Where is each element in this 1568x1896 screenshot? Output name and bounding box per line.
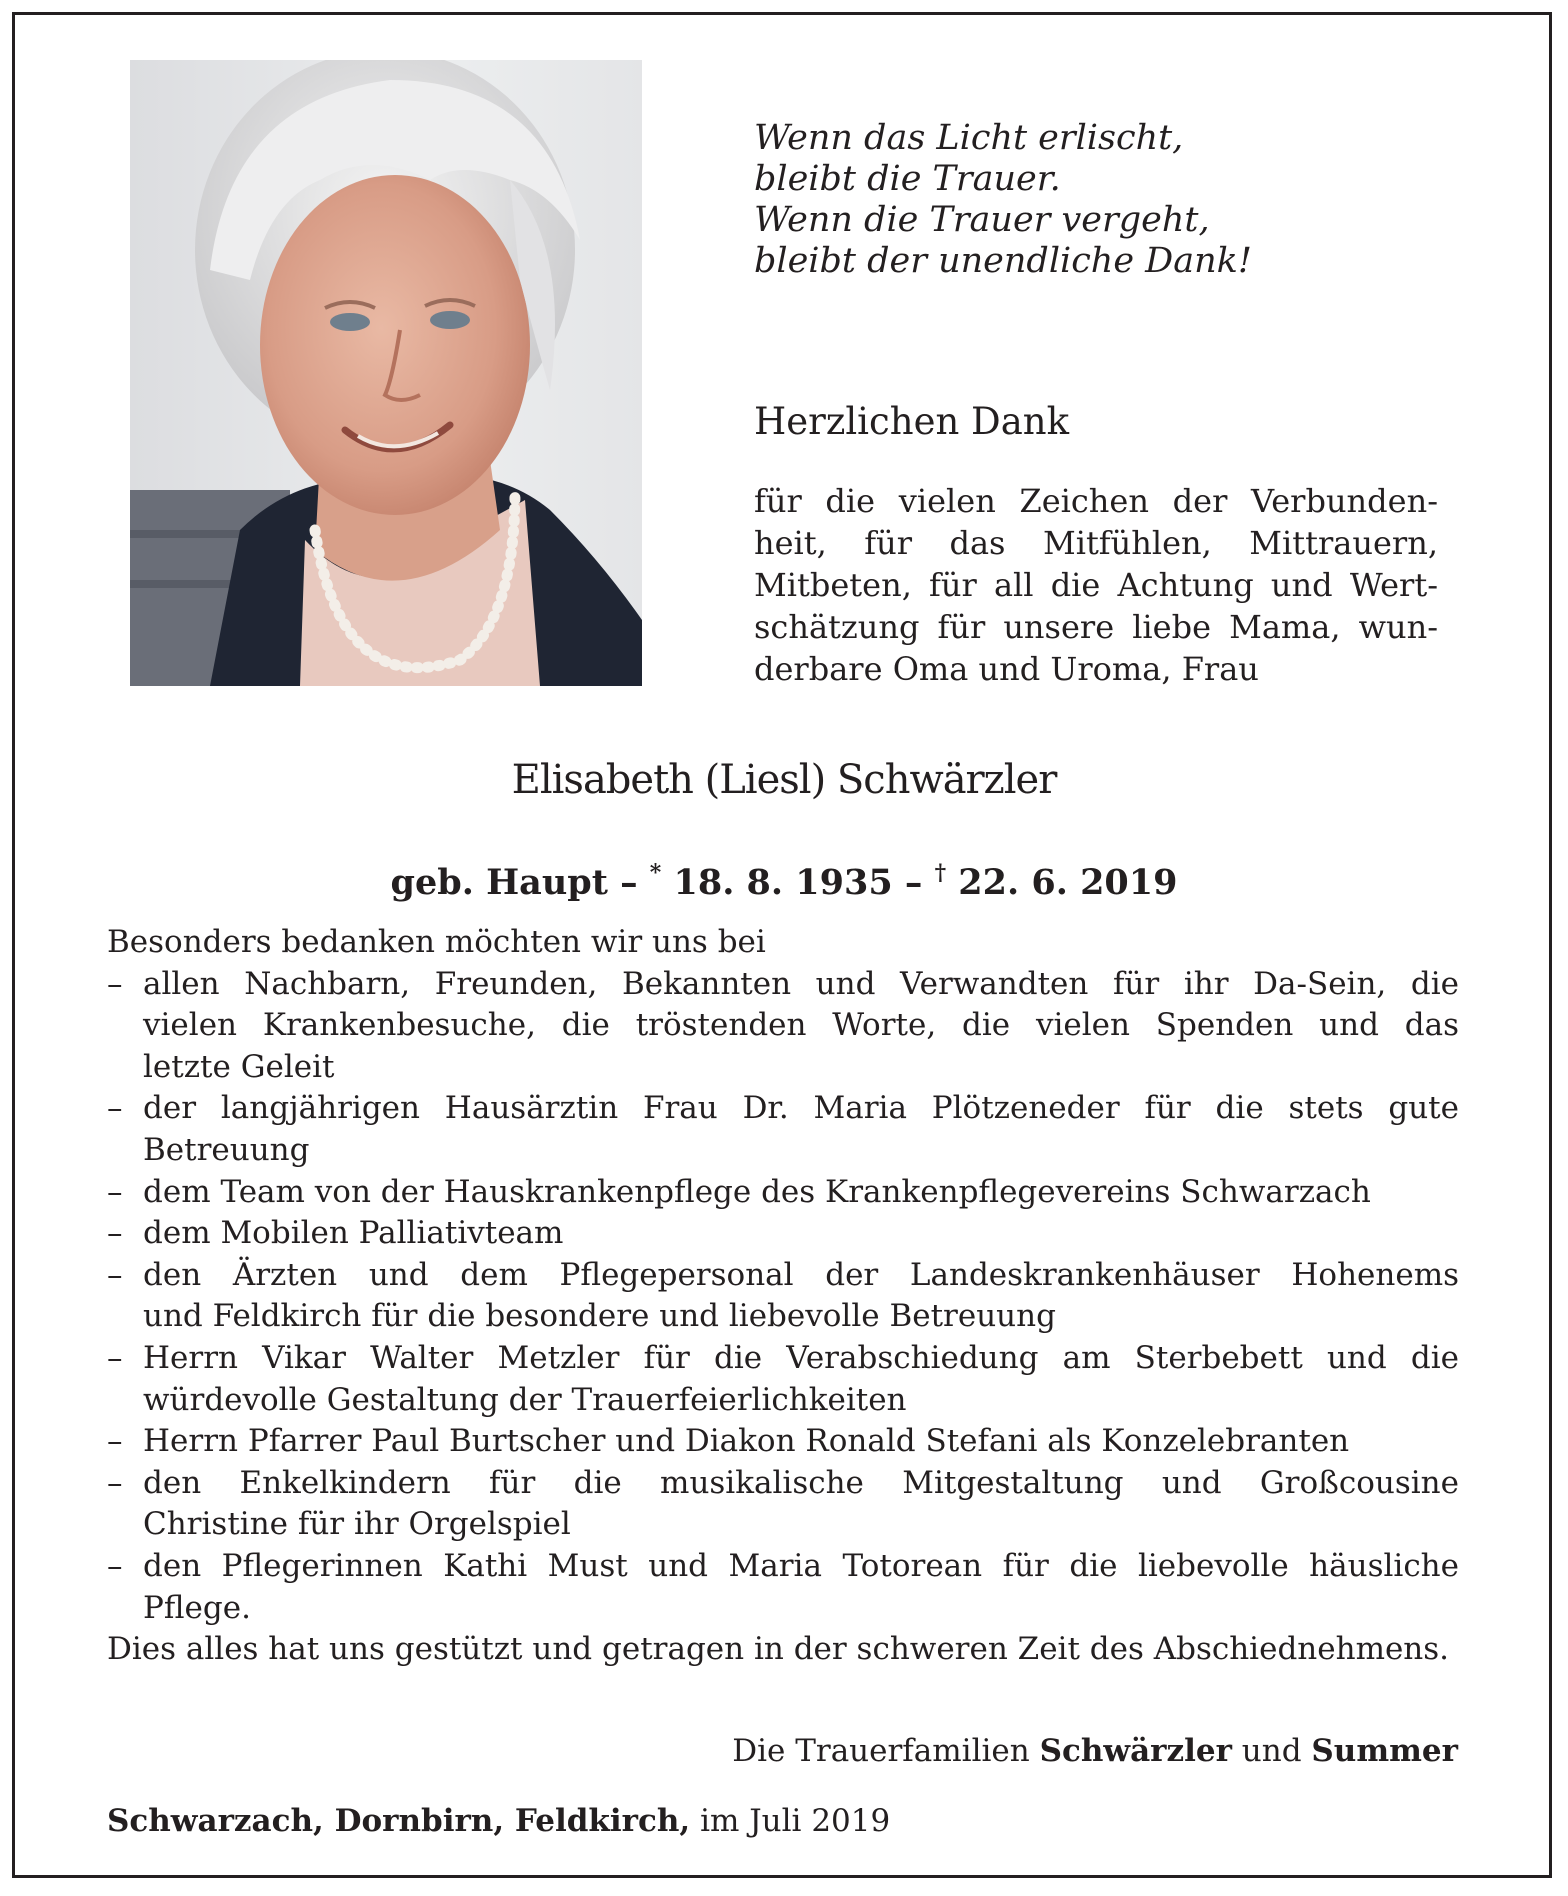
- list-item-line: den Pflegerinnen Kathi Must und Maria Totorean für die liebevolle häusliche: [143, 1547, 1459, 1584]
- message-line: schätzung für unsere liebe Mama, wun-: [754, 608, 1438, 646]
- list-item: [107, 1088, 1459, 1171]
- list-item-line: den Enkelkindern für die musikalische Mitgestaltung und Großcousine: [143, 1464, 1459, 1501]
- list-item-line: den Ärzten und dem Pflegepersonal der Landeskrankenhäuser Hohenems: [143, 1256, 1459, 1293]
- message-line: heit, für das Mitfühlen, Mittrauern,: [754, 524, 1438, 562]
- list-item-line: Herrn Pfarrer Paul Burtscher und Diakon Ronald Stefani als Konzelebranten: [143, 1423, 1350, 1460]
- place-and-date: [107, 1801, 890, 1841]
- signature-connector: und: [1231, 1733, 1312, 1769]
- signature-prefix: Die Trauerfamilien: [732, 1733, 1040, 1769]
- death-symbol: †: [934, 860, 947, 886]
- list-item-line: Christine für ihr Orgelspiel: [143, 1506, 571, 1543]
- portrait-photo: [130, 60, 642, 686]
- list-item-line: würdevolle Gestaltung der Trauerfeierlichkeiten: [143, 1381, 907, 1418]
- thanks-intro: Besonders bedanken möchten wir uns bei: [107, 924, 766, 960]
- list-item: [107, 1421, 1459, 1463]
- list-item: [107, 1463, 1459, 1546]
- list-dash: –: [107, 1215, 123, 1252]
- deceased-name: Elisabeth (Liesl) Schwärzler: [511, 757, 1057, 803]
- family-name: Schwärzler: [1039, 1733, 1232, 1769]
- list-dash: –: [107, 1339, 123, 1376]
- list-dash: –: [107, 1090, 123, 1127]
- list-item-line: Herrn Vikar Walter Metzler für die Verabschiedung am Sterbebett und die: [143, 1339, 1459, 1376]
- list-dash: –: [107, 1547, 123, 1584]
- signature: [732, 1731, 1458, 1771]
- list-dash: –: [107, 965, 123, 1002]
- list-item: [107, 1255, 1459, 1338]
- list-dash: –: [107, 1464, 123, 1501]
- notice-date: im Juli 2019: [690, 1803, 891, 1839]
- born-name: geb. Haupt –: [390, 862, 650, 903]
- list-item-line: und Feldkirch für die besondere und liebevolle Betreuung: [143, 1298, 1056, 1335]
- life-dates: [0, 852, 1568, 904]
- list-item-line: Pflege.: [143, 1589, 251, 1626]
- list-item: [107, 1338, 1459, 1421]
- list-dash: –: [107, 1256, 123, 1293]
- list-item-line: dem Mobilen Palliativteam: [143, 1215, 564, 1252]
- death-date: 22. 6. 2019: [946, 862, 1178, 903]
- poem-line: Wenn das Licht erlischt,: [754, 118, 1184, 158]
- birth-date: 18. 8. 1935 –: [661, 862, 935, 903]
- list-item: [107, 1213, 1459, 1255]
- list-item: [107, 964, 1459, 1089]
- birth-symbol: *: [649, 860, 662, 886]
- message-line: derbare Oma und Uroma, Frau: [754, 650, 1259, 688]
- list-dash: –: [107, 1173, 123, 1210]
- closing-sentence: Dies alles hat uns gestützt und getragen in der schweren Zeit des Abschiednehmens.: [107, 1631, 1450, 1668]
- poem-line: Wenn die Trauer vergeht,: [754, 200, 1210, 240]
- list-item-line: der langjährigen Hausärztin Frau Dr. Maria Plötzeneder für die stets gute: [143, 1090, 1459, 1127]
- list-item-line: Betreuung: [143, 1131, 310, 1168]
- poem-line: bleibt die Trauer.: [754, 159, 1061, 199]
- list-item-line: vielen Krankenbesuche, die tröstenden Worte, die vielen Spenden und das: [143, 1007, 1459, 1044]
- family-name: Summer: [1311, 1733, 1458, 1769]
- list-dash: –: [107, 1423, 123, 1460]
- list-item: [107, 1172, 1459, 1214]
- thanks-message: [754, 480, 1438, 690]
- poem-line: bleibt der unendliche Dank!: [754, 241, 1252, 281]
- list-item-line: letzte Geleit: [143, 1048, 335, 1085]
- list-item-line: allen Nachbarn, Freunden, Bekannten und Verwandten für ihr Da-Sein, die: [143, 965, 1459, 1002]
- thanks-heading: Herzlichen Dank: [754, 400, 1070, 443]
- poem: [754, 118, 1474, 282]
- message-line: für die vielen Zeichen der Verbunden-: [754, 482, 1438, 520]
- places: Schwarzach, Dornbirn, Feldkirch,: [107, 1803, 691, 1839]
- message-line: Mitbeten, für all die Achtung und Wert-: [754, 566, 1438, 604]
- list-item: [107, 1546, 1459, 1629]
- list-item-line: dem Team von der Hauskrankenpflege des Krankenpflegevereins Schwarzach: [143, 1173, 1371, 1210]
- thanks-list-section: [107, 922, 1459, 1671]
